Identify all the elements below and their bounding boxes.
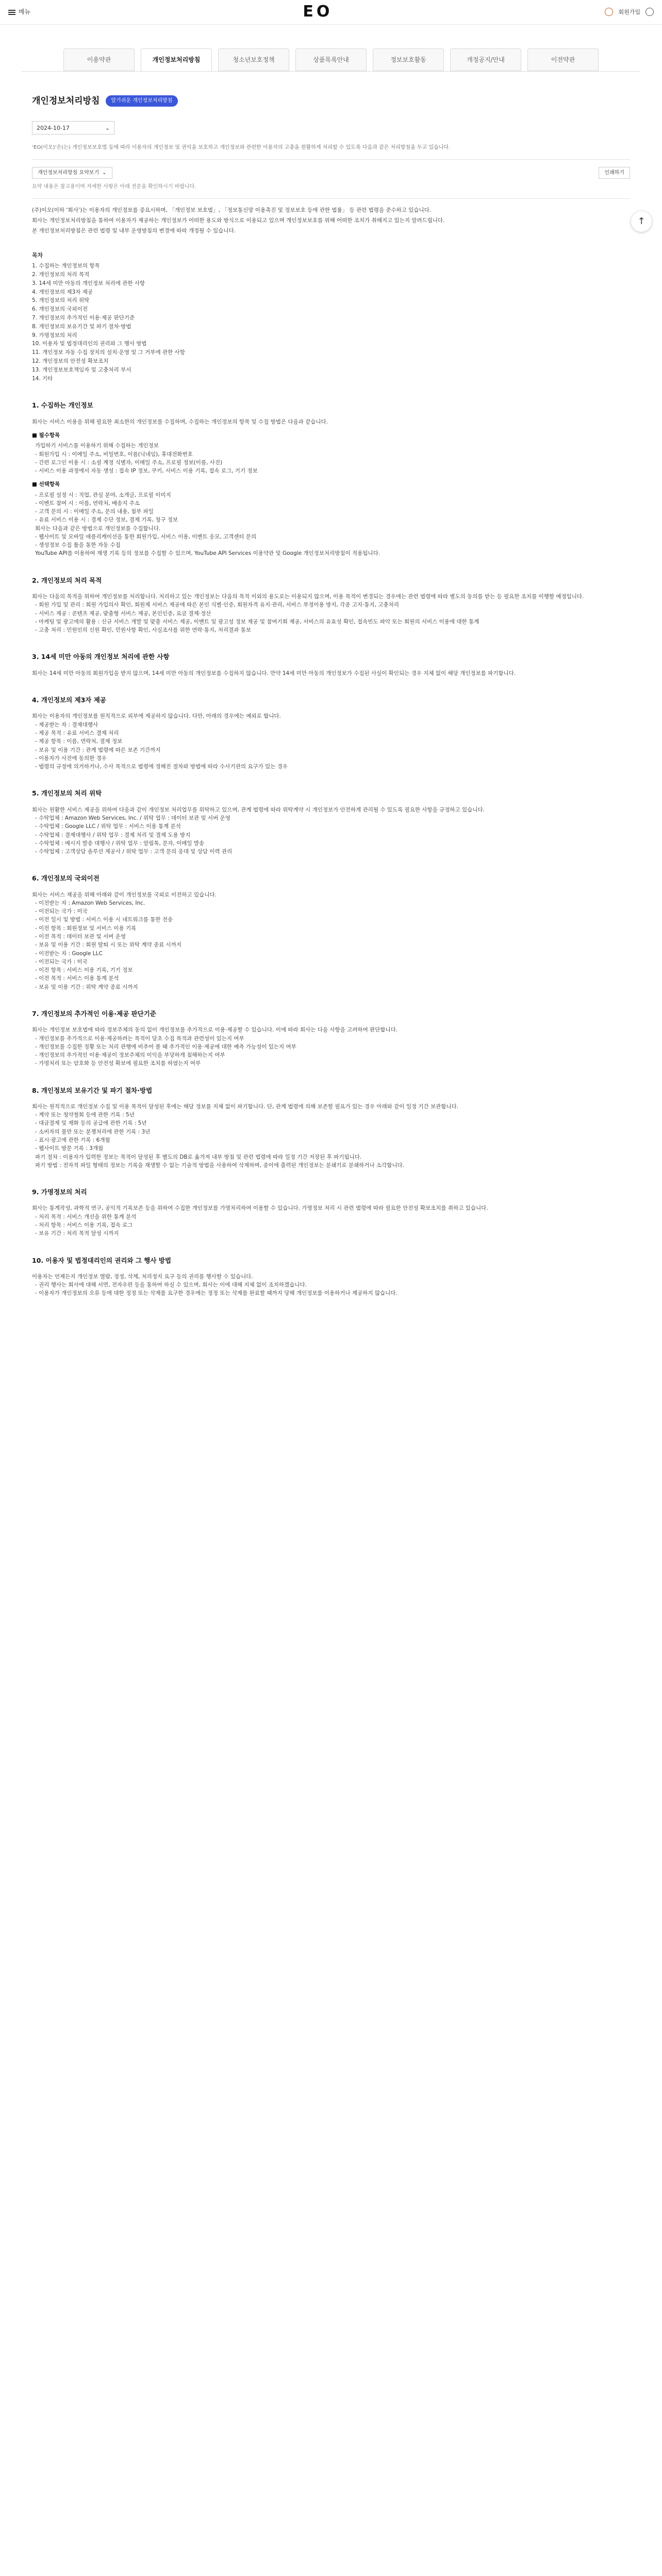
policy-body: [22, 206, 640, 1298]
section-line: 파기 절차 : 이용자가 입력한 정보는 목적이 달성된 후 별도의 DB로 옮겨져 내부 방침 및 관련 법령에 따라 일정 기간 저장된 후 파기됩니다.: [35, 1154, 362, 1160]
section-title: 6. 개인정보의 국외이전: [32, 874, 100, 883]
toc-item[interactable]: 10. 이용자 및 법정대리인의 권리와 그 행사 방법: [32, 341, 147, 347]
section-line: 가입하기 서비스를 이용하기 위해 수집하는 개인정보: [35, 443, 159, 449]
site-logo[interactable]: EO: [303, 3, 333, 21]
section-line: - 프로필 설정 시 : 직업, 관심 분야, 소개글, 프로필 이미지: [35, 492, 171, 498]
policy-section: [32, 575, 630, 635]
toc-item[interactable]: 6. 개인정보의 국외이전: [32, 306, 88, 313]
login-link[interactable]: 회원가입: [618, 8, 640, 15]
chevron-down-icon: ⌄: [105, 124, 110, 131]
section-line: - 표시·광고에 관한 기록 : 6개월: [35, 1137, 110, 1143]
print-button[interactable]: 인쇄하기: [599, 167, 630, 179]
version-select-value: 2024-10-17: [37, 124, 70, 131]
version-select[interactable]: [32, 121, 114, 134]
section-line: - 웹사이트 및 모바일 애플리케이션을 통한 회원가입, 서비스 이용, 이벤트 응모, 고객센터 문의: [35, 533, 257, 540]
policy-section: [32, 1256, 630, 1298]
policy-section: [32, 652, 630, 677]
section-line: - 가명처리 또는 암호화 등 안전성 확보에 필요한 조치를 하였는지 여부: [35, 1060, 201, 1067]
tab-6[interactable]: 개정공지/안내: [450, 48, 521, 71]
toc-item[interactable]: 8. 개인정보의 보유기간 및 파기 절차·방법: [32, 323, 131, 330]
menu-button[interactable]: [8, 7, 30, 17]
section-line: - 법령의 규정에 의거하거나, 수사 목적으로 법령에 정해진 절차와 방법에 따라 수사기관의 요구가 있는 경우: [35, 764, 288, 770]
toc-item[interactable]: 13. 개인정보보호책임자 및 고충처리 부서: [32, 366, 131, 373]
section-line: - 처리 항목 : 서비스 이용 기록, 접속 로그: [35, 1222, 133, 1228]
section-line: - 이용자가 개인정보의 오류 등에 대한 정정 또는 삭제를 요구한 경우에는 정정 또는 삭제를 완료할 때까지 당해 개인정보를 이용하거나 제공하지 않습니다.: [35, 1290, 398, 1297]
section-line: - 회원 가입 및 관리 : 회원 가입의사 확인, 회원제 서비스 제공에 따른 본인 식별·인증, 회원자격 유지·관리, 서비스 부정이용 방지, 각종 고지·통지, 고충처리: [35, 602, 399, 608]
section-title: 4. 개인정보의 제3자 제공: [32, 696, 106, 704]
section-line: - 이용자가 사전에 동의한 경우: [35, 755, 107, 761]
section-line: - 보유 및 이용 기간 : 회원 탈퇴 시 또는 위탁 계약 종료 시까지: [35, 942, 182, 948]
toc-item[interactable]: 7. 개인정보의 추가적인 이용·제공 판단기준: [32, 315, 135, 321]
section-title: 3. 14세 미만 아동의 개인정보 처리에 관한 사항: [32, 653, 170, 661]
section-title: 1. 수집하는 개인정보: [32, 401, 93, 410]
toc-title: 목차: [32, 251, 43, 259]
section-lead: 이용자는 언제든지 개인정보 열람, 정정, 삭제, 처리정지 요구 등의 권리를 행사할 수 있습니다.: [32, 1273, 253, 1280]
toc-item[interactable]: 2. 개인정보의 처리 목적: [32, 272, 90, 278]
section-line: - 고객 문의 시 : 이메일 주소, 문의 내용, 첨부 파일: [35, 509, 154, 515]
section-line: - 마케팅 및 광고에의 활용 : 신규 서비스 개발 및 맞춤 서비스 제공, 이벤트 및 광고성 정보 제공 및 참여기회 제공, 서비스의 유효성 확인, 접속빈도 파악 또는 회원의 서비스 이용에 대한 통계: [35, 618, 479, 625]
section-line: 파기 방법 : 전자적 파일 형태의 정보는 기록을 재생할 수 없는 기술적 방법을 사용하여 삭제하며, 종이에 출력된 개인정보는 분쇄기로 분쇄하거나 소각합니다.: [35, 1162, 404, 1168]
policy-section: [32, 1009, 630, 1068]
tab-5[interactable]: 정보보호활동: [373, 48, 444, 71]
section-lead: 회사는 서비스 제공을 위해 아래와 같이 개인정보를 국외로 이전하고 있습니다.: [32, 891, 217, 898]
policy-section: [32, 1086, 630, 1170]
arrow-up-icon: ↑: [637, 216, 646, 227]
section-line: - 유료 서비스 이용 시 : 결제 수단 정보, 결제 기록, 청구 정보: [35, 517, 178, 523]
section-title: 10. 이용자 및 법정대리인의 권리와 그 행사 방법: [32, 1256, 171, 1264]
preamble-paragraph: (주)이오(이하 ‘회사’)는 이용자의 개인정보를 중요시하며, 「개인정보 보호법」, 「정보통신망 이용촉진 및 정보보호 등에 관한 법률」 등 관련 법령을 준수하고 있습니다.: [32, 207, 432, 213]
section-line: - 이전되는 국가 : 미국: [35, 908, 88, 915]
section-line: - 이전되는 국가 : 미국: [35, 958, 88, 965]
policy-section: [32, 873, 630, 991]
divider: [32, 198, 630, 199]
section-line: - 처리 목적 : 서비스 개선을 위한 통계 분석: [35, 1213, 137, 1220]
section-line: - 제공 목적 : 유료 서비스 결제 처리: [35, 730, 119, 736]
subsection-heading: ■ 선택항목: [32, 481, 60, 488]
tab-3[interactable]: 청소년보호정책: [218, 48, 289, 71]
section-line: 회사는 다음과 같은 방법으로 개인정보를 수집합니다.: [35, 525, 161, 532]
section-title: 9. 가명정보의 처리: [32, 1188, 87, 1196]
section-line: - 개인정보의 추가적인 이용·제공이 정보주체의 이익을 부당하게 침해하는지 여부: [35, 1052, 225, 1059]
policy-section: [32, 788, 630, 856]
page-title: 개인정보처리방침: [32, 96, 100, 106]
toc-item[interactable]: 14. 기타: [32, 375, 53, 382]
section-title: 8. 개인정보의 보유기간 및 파기 절차·방법: [32, 1086, 153, 1094]
section-title: 5. 개인정보의 처리 위탁: [32, 789, 102, 798]
section-line: - 보유 및 이용 기간 : 관계 법령에 따른 보존 기간까지: [35, 747, 161, 753]
toc-item[interactable]: 1. 수집하는 개인정보의 항목: [32, 263, 100, 269]
globe-icon[interactable]: [646, 8, 654, 16]
table-of-contents: [32, 251, 630, 383]
section-line: - 웹사이트 방문 기록 : 3개월: [35, 1145, 104, 1152]
section-lead: 회사는 원칙적으로 개인정보 수집 및 이용 목적이 달성된 후에는 해당 정보를 지체 없이 파기합니다. 단, 관계 법령에 의해 보존할 필요가 있는 경우 아래와 같이 일정 기간 보관합니다.: [32, 1103, 459, 1110]
toc-item[interactable]: 5. 개인정보의 처리 위탁: [32, 297, 90, 304]
section-lead: 회사는 개인정보 보호법에 따라 정보주체의 동의 없이 개인정보를 추가적으로 이용·제공할 수 있습니다. 이에 따라 회사는 다음 사항을 고려하여 판단합니다.: [32, 1027, 398, 1033]
section-line: - 이벤트 참여 시 : 이름, 연락처, 배송지 주소: [35, 500, 140, 506]
section-line: - 이전 일시 및 방법 : 서비스 이용 시 네트워크를 통한 전송: [35, 917, 173, 923]
section-lead: 회사는 원활한 서비스 제공을 위하여 다음과 같이 개인정보 처리업무를 위탁하고 있으며, 관계 법령에 따라 위탁계약 시 개인정보가 안전하게 관리될 수 있도록 필요한 사항을 규정하고 있습니다.: [32, 806, 485, 813]
subsection-heading: ■ 필수항목: [32, 432, 60, 439]
section-lead: 회사는 통계작성, 과학적 연구, 공익적 기록보존 등을 위하여 수집한 개인정보를 가명처리하여 이용할 수 있습니다. 가명정보 처리 시 관련 법령에 따라 필요한 안전성 확보조치를 취하고 있습니다.: [32, 1205, 488, 1212]
section-line: - 이전 항목 : 회원정보 및 서비스 이용 기록: [35, 925, 137, 931]
tab-1[interactable]: 이용약관: [63, 48, 135, 71]
section-line: - 수탁업체 : 고객상담 솔루션 제공사 / 위탁 업무 : 고객 문의 응대 및 상담 이력 관리: [35, 849, 233, 855]
divider: [32, 159, 630, 160]
section-line: - 보유 기간 : 처리 목적 달성 시까지: [35, 1230, 119, 1237]
section-line: - 회원가입 시 : 이메일 주소, 비밀번호, 이름(닉네임), 휴대전화번호: [35, 451, 193, 457]
section-line: - 고충 처리 : 민원인의 신원 확인, 민원사항 확인, 사실조사를 위한 연락·통지, 처리결과 통보: [35, 627, 252, 634]
policy-section: [32, 1187, 630, 1238]
chevron-down-icon: ⌄: [102, 170, 107, 176]
section-lead: 회사는 이용자의 개인정보를 원칙적으로 외부에 제공하지 않습니다. 다만, 아래의 경우에는 예외로 합니다.: [32, 713, 281, 720]
toc-item[interactable]: 11. 개인정보 자동 수집 장치의 설치·운영 및 그 거부에 관한 사항: [32, 349, 185, 356]
section-lead: 회사는 서비스 이용을 위해 필요한 최소한의 개인정보를 수집하며, 수집하는 개인정보의 항목 및 수집 방법은 다음과 같습니다.: [32, 418, 328, 425]
section-title: 7. 개인정보의 추가적인 이용·제공 판단기준: [32, 1009, 156, 1018]
section-line: - 권리 행사는 회사에 대해 서면, 전자우편 등을 통하여 하실 수 있으며, 회사는 이에 대해 지체 없이 조치하겠습니다.: [35, 1282, 307, 1289]
section-line: - 이전받는 자 : Amazon Web Services, Inc.: [35, 900, 145, 906]
section-line: - 생성정보 수집 툴을 통한 자동 수집: [35, 542, 121, 549]
tab-7[interactable]: 이전약관: [527, 48, 599, 71]
section-line: - 계약 또는 청약철회 등에 관한 기록 : 5년: [35, 1112, 135, 1118]
section-lead: 회사는 다음의 목적을 위하여 개인정보를 처리합니다. 처리하고 있는 개인정보는 다음의 목적 이외의 용도로는 이용되지 않으며, 이용 목적이 변경되는 경우에는 관련 법령에 따라 별도의 동의를 받는 등 필요한 조치를 이행할 예정입니다.: [32, 594, 584, 600]
section-line: - 수탁업체 : Google LLC / 위탁 업무 : 서비스 이용 통계 분석: [35, 823, 181, 830]
preamble-paragraph: 본 개인정보처리방침은 관련 법령 및 내부 운영방침의 변경에 따라 개정될 수 있습니다.: [32, 228, 236, 234]
intro-note: ‘EO(이오)’은(는) 개인정보보호법 등에 따라 이용자의 개인정보 및 권익을 보호하고 개인정보와 관련한 이용자의 고충을 원활하게 처리할 수 있도록 다음과 같은 처리방침을 두고 있습니다.: [32, 145, 451, 151]
section-line: - 제공 항목 : 이름, 연락처, 결제 정보: [35, 738, 123, 745]
section-line: - 이전 목적 : 데이터 보관 및 서버 운영: [35, 934, 126, 940]
section-line: - 이전받는 자 : Google LLC: [35, 950, 103, 957]
policy-tabs: [0, 25, 662, 71]
hamburger-icon: [8, 10, 15, 15]
toc-item[interactable]: 9. 가명정보의 처리: [32, 332, 77, 338]
section-lead: 회사는 14세 미만 아동의 회원가입을 받지 않으며, 14세 미만 아동의 개인정보를 수집하지 않습니다. 만약 14세 미만 아동의 개인정보가 수집된 사실이 확인되는 경우 지체 없이 해당 개인정보를 파기합니다.: [32, 670, 516, 676]
header-actions: [605, 8, 654, 16]
section-line: - 수탁업체 : Amazon Web Services, Inc. / 위탁 업무 : 데이터 보관 및 서버 운영: [35, 815, 230, 821]
tab-2[interactable]: 개인정보처리방침: [141, 48, 212, 71]
preamble: [32, 206, 630, 235]
easy-policy-badge[interactable]: 알기쉬운 개인정보처리방침: [106, 95, 177, 107]
section-line: - 이전 목적 : 서비스 이용 통계 분석: [35, 975, 119, 982]
section-line: - 대금결제 및 재화 등의 공급에 관한 기록 : 5년: [35, 1120, 147, 1127]
section-line: - 소비자의 불만 또는 분쟁처리에 관한 기록 : 3년: [35, 1128, 151, 1135]
section-line: - 수탁업체 : 결제대행사 / 위탁 업무 : 결제 처리 및 결제 도용 방지: [35, 832, 191, 838]
summary-note: 요약 내용은 참고용이며 자세한 사항은 아래 전문을 확인하시기 바랍니다.: [32, 184, 196, 190]
summary-button-label: 개인정보처리방침 요약보기: [38, 170, 100, 176]
top-bar: [0, 0, 662, 25]
policy-section: [32, 400, 630, 557]
section-line: - 이전 항목 : 서비스 이용 기록, 기기 정보: [35, 967, 133, 974]
tab-4[interactable]: 상품목록안내: [295, 48, 367, 71]
toc-item[interactable]: 12. 개인정보의 안전성 확보조치: [32, 358, 109, 364]
policy-content: [22, 71, 640, 1318]
scroll-top-button[interactable]: [631, 211, 652, 232]
section-line: - 수탁업체 : 메시지 발송 대행사 / 위탁 업무 : 알림톡, 문자, 이메일 발송: [35, 840, 205, 846]
section-line: - 개인정보를 추가적으로 이용·제공하려는 목적이 당초 수집 목적과 관련성이 있는지 여부: [35, 1035, 244, 1042]
toc-item[interactable]: 3. 14세 미만 아동의 개인정보 처리에 관한 사항: [32, 280, 145, 286]
section-title: 2. 개인정보의 처리 목적: [32, 576, 102, 584]
section-line: - 개인정보를 수집한 정황 또는 처리 관행에 비추어 볼 때 추가적인 이용·제공에 대한 예측 가능성이 있는지 여부: [35, 1043, 296, 1050]
section-line: YouTube API를 이용하여 재생 기록 등의 정보를 수집할 수 있으며, YouTube API Services 이용약관 및 Google 개인정보처리방침이 적용됩니다.: [35, 550, 380, 557]
section-line: - 서비스 제공 : 콘텐츠 제공, 맞춤형 서비스 제공, 본인인증, 요금 결제·정산: [35, 610, 211, 617]
user-icon[interactable]: [605, 8, 613, 16]
section-line: - 보유 및 이용 기간 : 위탁 계약 종료 시까지: [35, 984, 138, 990]
section-line: - 간편 로그인 이용 시 : 소셜 계정 식별자, 이메일 주소, 프로필 정보(이름, 사진): [35, 459, 223, 466]
section-line: - 서비스 이용 과정에서 자동 생성 : 접속 IP 정보, 쿠키, 서비스 이용 기록, 접속 로그, 기기 정보: [35, 468, 258, 474]
summary-button[interactable]: [32, 167, 112, 179]
section-line: - 제공받는 자 : 결제대행사: [35, 721, 98, 728]
preamble-paragraph: 회사는 개인정보처리방침을 통하여 이용자가 제공하는 개인정보가 어떠한 용도와 방식으로 이용되고 있으며 개인정보보호를 위해 어떠한 조치가 취해지고 있는지 알려드립니다.: [32, 217, 445, 224]
toc-item[interactable]: 4. 개인정보의 제3자 제공: [32, 289, 93, 295]
policy-section: [32, 695, 630, 771]
menu-label: 메뉴: [19, 8, 31, 16]
